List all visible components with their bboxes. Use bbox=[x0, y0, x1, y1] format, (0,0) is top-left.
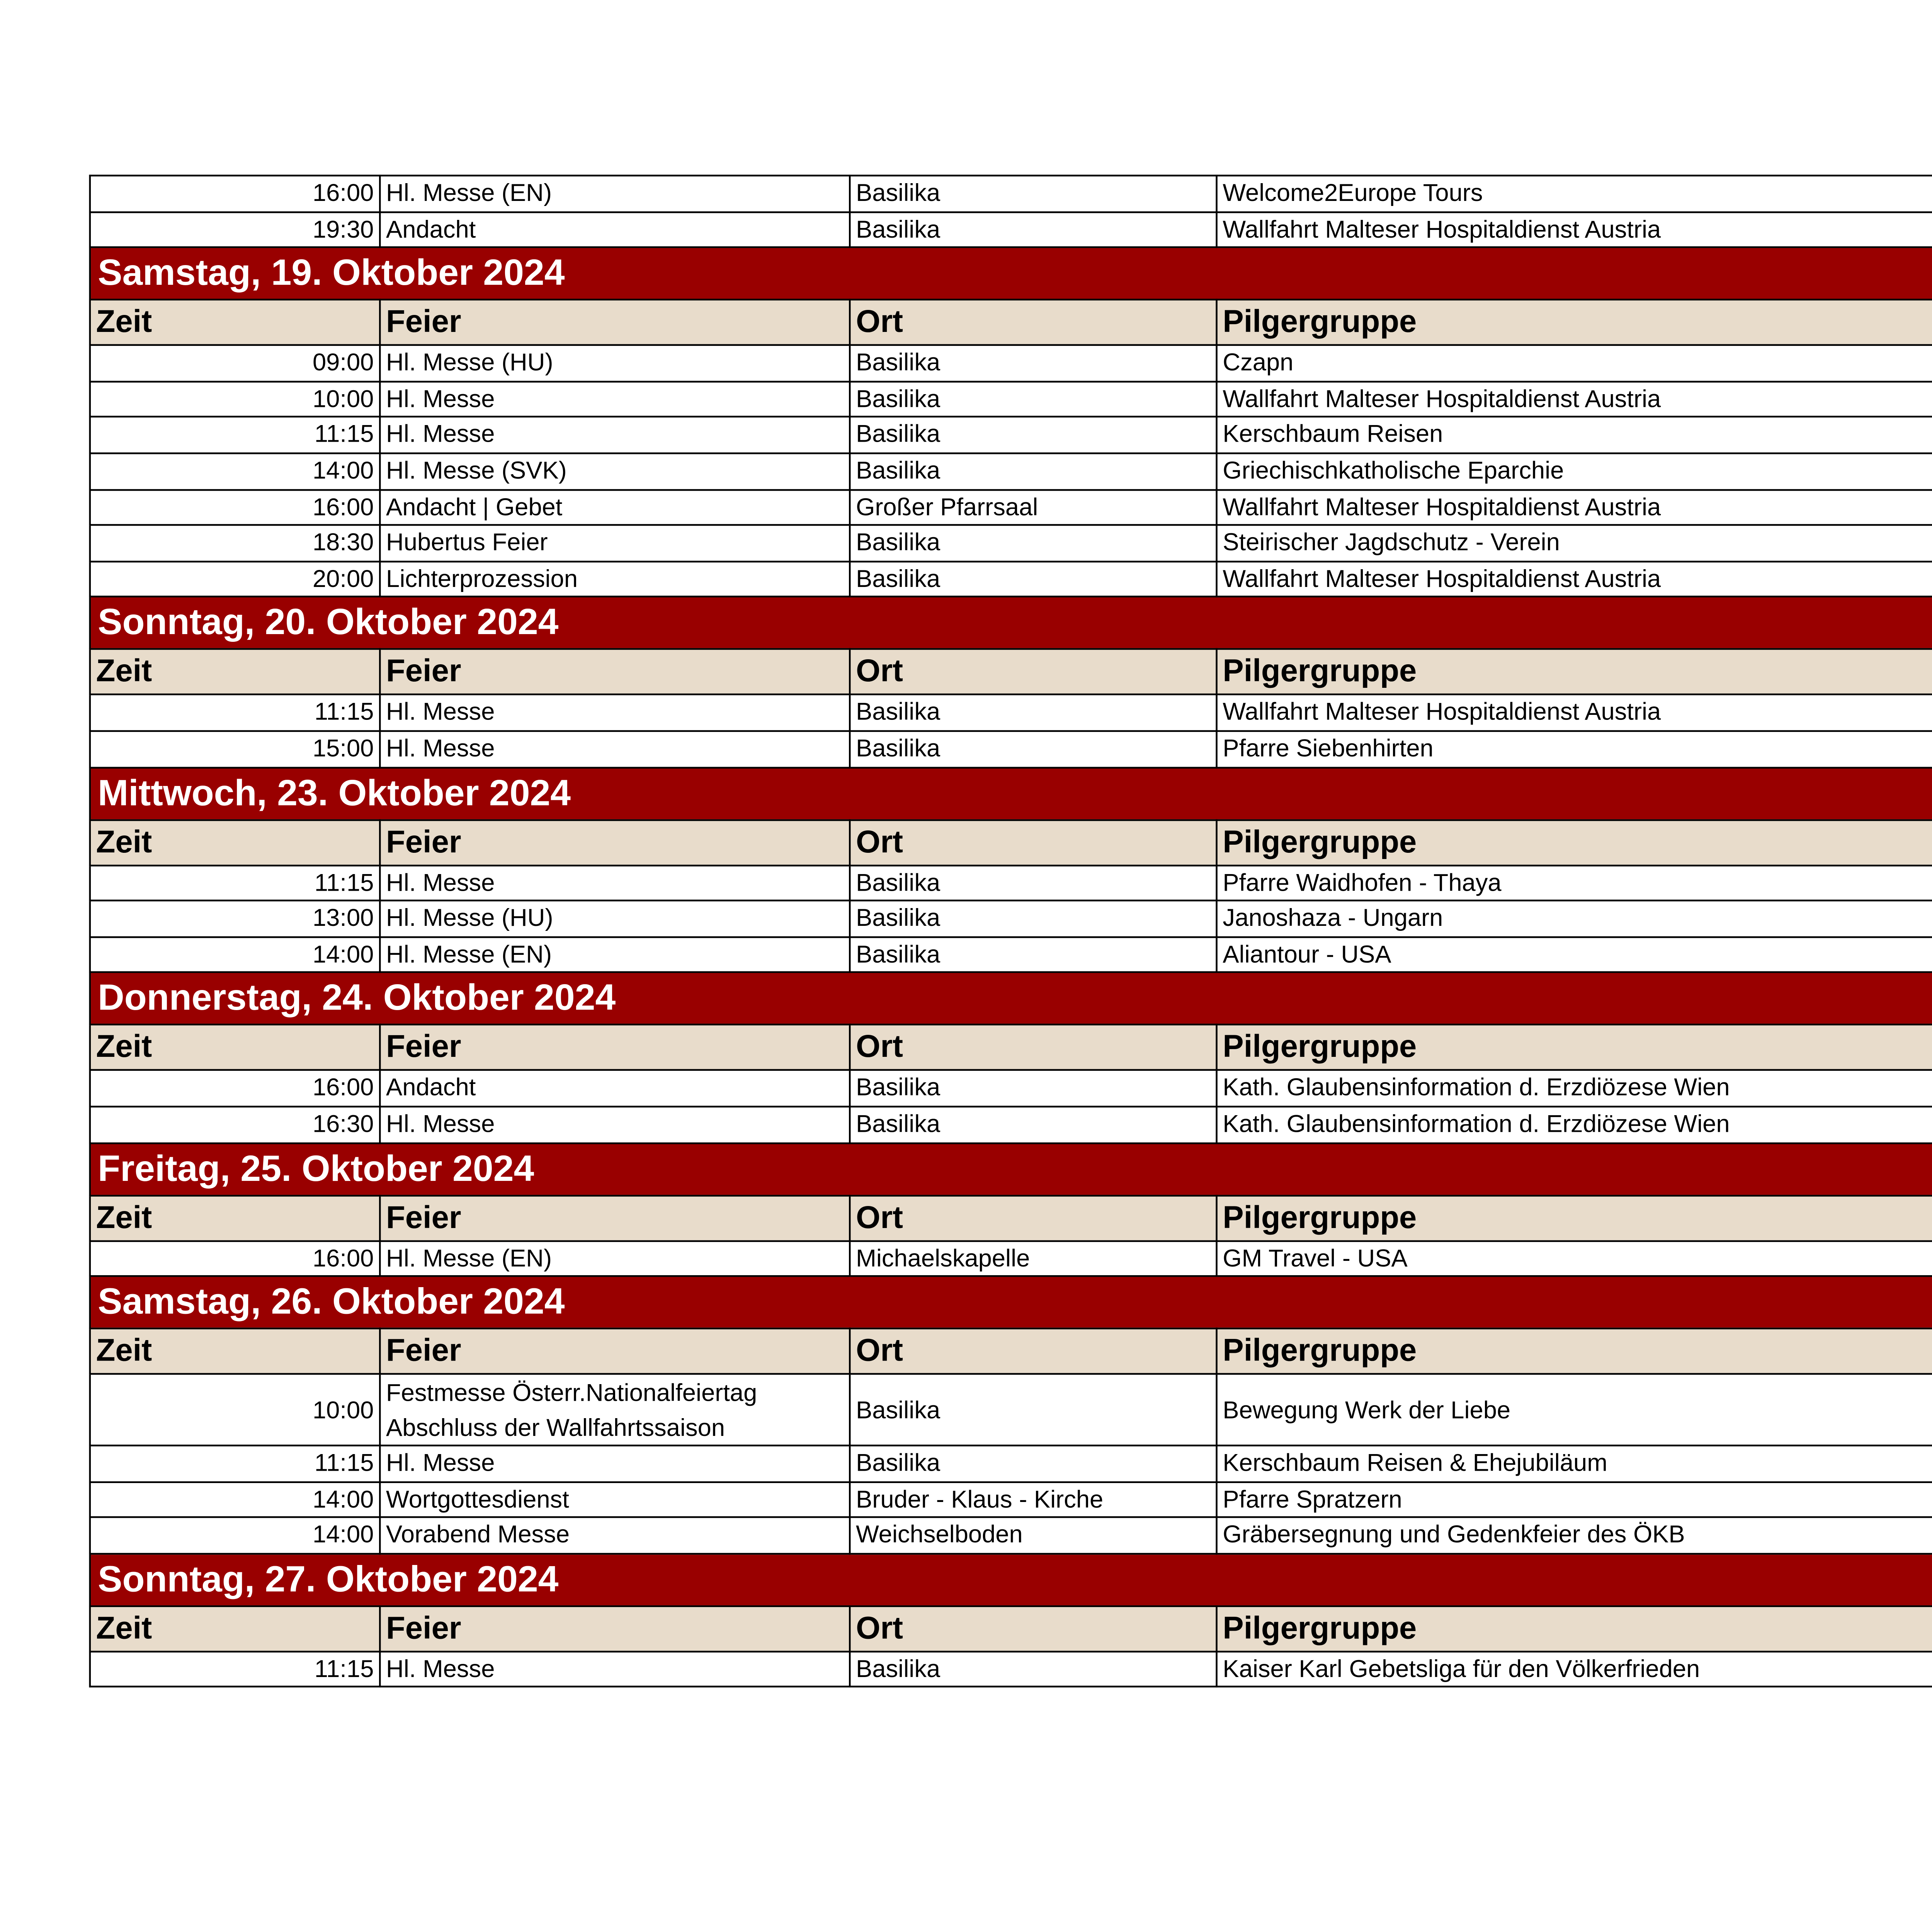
day-header bbox=[90, 1554, 1932, 1606]
time-cell: 11:15 bbox=[90, 865, 380, 901]
column-header-row bbox=[90, 1025, 1932, 1071]
location-cell: Basilika bbox=[850, 1652, 1216, 1687]
celebration-line-1: Festmesse Österr.Nationalfeiertag bbox=[386, 1378, 757, 1407]
table-row bbox=[90, 525, 1932, 561]
location-cell: Basilika bbox=[850, 1106, 1216, 1142]
column-header-row bbox=[90, 300, 1932, 345]
pilgrim-group-cell: Wallfahrt Malteser Hospitaldienst Austria bbox=[1217, 381, 1932, 417]
time-cell: 10:00 bbox=[90, 381, 380, 417]
time-cell: 20:00 bbox=[90, 561, 380, 597]
table-row bbox=[90, 1652, 1932, 1687]
location-cell: Basilika bbox=[850, 417, 1216, 453]
column-header-zeit: Zeit bbox=[90, 1606, 380, 1652]
time-cell: 18:30 bbox=[90, 525, 380, 561]
column-header-feier: Feier bbox=[380, 650, 850, 695]
day-title: Mittwoch, 23. Oktober 2024 bbox=[90, 767, 1932, 820]
day-header bbox=[90, 597, 1932, 650]
time-cell: 11:15 bbox=[90, 1652, 380, 1687]
celebration-cell: Andacht | Gebet bbox=[380, 489, 850, 525]
table-row bbox=[90, 1106, 1932, 1142]
column-header-row bbox=[90, 1606, 1932, 1652]
celebration-cell: Hl. Messe bbox=[380, 1106, 850, 1142]
pilgrim-group-cell: Aliantour - USA bbox=[1217, 937, 1932, 973]
table-row bbox=[90, 1374, 1932, 1446]
table-row bbox=[90, 731, 1932, 767]
celebration-cell: Hl. Messe (HU) bbox=[380, 901, 850, 937]
pilgrim-group-cell: Steirischer Jagdschutz - Verein bbox=[1217, 525, 1932, 561]
celebration-line-2: Abschluss der Wallfahrtssaison bbox=[386, 1413, 725, 1441]
day-title: Donnerstag, 24. Oktober 2024 bbox=[90, 973, 1932, 1025]
pilgrim-group-cell: Wallfahrt Malteser Hospitaldienst Austria bbox=[1217, 489, 1932, 525]
location-cell: Basilika bbox=[850, 345, 1216, 381]
column-header-pilgergruppe: Pilgergruppe bbox=[1217, 1328, 1932, 1374]
time-cell: 16:00 bbox=[90, 1240, 380, 1276]
location-cell: Basilika bbox=[850, 865, 1216, 901]
location-cell: Michaelskapelle bbox=[850, 1240, 1216, 1276]
pilgrim-group-cell: Czapn bbox=[1217, 345, 1932, 381]
column-header-feier: Feier bbox=[380, 300, 850, 345]
celebration-cell: Hubertus Feier bbox=[380, 525, 850, 561]
pilgrim-group-cell: Kerschbaum Reisen bbox=[1217, 417, 1932, 453]
day-title: Sonntag, 20. Oktober 2024 bbox=[90, 597, 1932, 650]
time-cell: 16:00 bbox=[90, 1070, 380, 1106]
celebration-cell: Hl. Messe (EN) bbox=[380, 175, 850, 211]
column-header-zeit: Zeit bbox=[90, 1025, 380, 1071]
celebration-cell: Hl. Messe bbox=[380, 695, 850, 731]
pilgrim-group-cell: Kath. Glaubensinformation d. Erzdiözese Wien bbox=[1217, 1070, 1932, 1106]
column-header-ort: Ort bbox=[850, 1328, 1216, 1374]
column-header-ort: Ort bbox=[850, 1195, 1216, 1240]
column-header-ort: Ort bbox=[850, 1025, 1216, 1071]
table-row bbox=[90, 453, 1932, 489]
time-cell: 10:00 bbox=[90, 1374, 380, 1446]
column-header-ort: Ort bbox=[850, 819, 1216, 865]
table-row bbox=[90, 1070, 1932, 1106]
location-cell: Basilika bbox=[850, 1446, 1216, 1482]
pilgrim-group-cell: Wallfahrt Malteser Hospitaldienst Austria bbox=[1217, 561, 1932, 597]
pilgrim-group-cell: Wallfahrt Malteser Hospitaldienst Austria bbox=[1217, 695, 1932, 731]
time-cell: 09:00 bbox=[90, 345, 380, 381]
pilgrim-group-cell: Pfarre Waidhofen - Thaya bbox=[1217, 865, 1932, 901]
time-cell: 11:15 bbox=[90, 1446, 380, 1482]
table-row bbox=[90, 865, 1932, 901]
day-title: Samstag, 19. Oktober 2024 bbox=[90, 248, 1932, 300]
column-header-pilgergruppe: Pilgergruppe bbox=[1217, 300, 1932, 345]
column-header-zeit: Zeit bbox=[90, 819, 380, 865]
day-header bbox=[90, 1142, 1932, 1195]
day-title: Samstag, 26. Oktober 2024 bbox=[90, 1276, 1932, 1329]
celebration-cell bbox=[380, 1374, 850, 1446]
location-cell: Basilika bbox=[850, 1374, 1216, 1446]
pilgrim-group-cell: Gräbersegnung und Gedenkfeier des ÖKB bbox=[1217, 1517, 1932, 1553]
schedule-table bbox=[89, 175, 1932, 1688]
time-cell: 16:00 bbox=[90, 489, 380, 525]
day-header bbox=[90, 248, 1932, 300]
table-row bbox=[90, 489, 1932, 525]
column-header-ort: Ort bbox=[850, 650, 1216, 695]
table-row bbox=[90, 417, 1932, 453]
location-cell: Basilika bbox=[850, 211, 1216, 247]
pilgrim-group-cell: Pfarre Siebenhirten bbox=[1217, 731, 1932, 767]
time-cell: 14:00 bbox=[90, 937, 380, 973]
celebration-cell: Hl. Messe (HU) bbox=[380, 345, 850, 381]
location-cell: Basilika bbox=[850, 175, 1216, 211]
day-header bbox=[90, 973, 1932, 1025]
celebration-cell: Hl. Messe bbox=[380, 1446, 850, 1482]
table-row bbox=[90, 345, 1932, 381]
pilgrim-group-cell: GM Travel - USA bbox=[1217, 1240, 1932, 1276]
pilgrim-group-cell: Griechischkatholische Eparchie bbox=[1217, 453, 1932, 489]
column-header-row bbox=[90, 650, 1932, 695]
location-cell: Basilika bbox=[850, 695, 1216, 731]
column-header-pilgergruppe: Pilgergruppe bbox=[1217, 1025, 1932, 1071]
pilgrim-group-cell: Janoshaza - Ungarn bbox=[1217, 901, 1932, 937]
column-header-pilgergruppe: Pilgergruppe bbox=[1217, 819, 1932, 865]
column-header-ort: Ort bbox=[850, 300, 1216, 345]
table-row bbox=[90, 1482, 1932, 1517]
table-row bbox=[90, 211, 1932, 247]
time-cell: 19:30 bbox=[90, 211, 380, 247]
time-cell: 14:00 bbox=[90, 1482, 380, 1517]
celebration-cell: Hl. Messe bbox=[380, 1652, 850, 1687]
table-row bbox=[90, 175, 1932, 211]
pilgrim-group-cell: Bewegung Werk der Liebe bbox=[1217, 1374, 1932, 1446]
celebration-cell: Hl. Messe bbox=[380, 417, 850, 453]
day-title: Sonntag, 27. Oktober 2024 bbox=[90, 1554, 1932, 1606]
column-header-row bbox=[90, 1195, 1932, 1240]
column-header-zeit: Zeit bbox=[90, 300, 380, 345]
time-cell: 16:00 bbox=[90, 175, 380, 211]
time-cell: 16:30 bbox=[90, 1106, 380, 1142]
table-row bbox=[90, 695, 1932, 731]
column-header-pilgergruppe: Pilgergruppe bbox=[1217, 650, 1932, 695]
celebration-cell: Hl. Messe bbox=[380, 731, 850, 767]
day-header bbox=[90, 1276, 1932, 1329]
time-cell: 14:00 bbox=[90, 1517, 380, 1553]
column-header-feier: Feier bbox=[380, 1195, 850, 1240]
celebration-cell: Hl. Messe (EN) bbox=[380, 1240, 850, 1276]
celebration-cell: Andacht bbox=[380, 1070, 850, 1106]
column-header-row bbox=[90, 1328, 1932, 1374]
location-cell: Basilika bbox=[850, 525, 1216, 561]
column-header-feier: Feier bbox=[380, 1025, 850, 1071]
location-cell: Basilika bbox=[850, 901, 1216, 937]
location-cell: Basilika bbox=[850, 1070, 1216, 1106]
pilgrim-group-cell: Welcome2Europe Tours bbox=[1217, 175, 1932, 211]
table-row bbox=[90, 381, 1932, 417]
column-header-pilgergruppe: Pilgergruppe bbox=[1217, 1195, 1932, 1240]
location-cell: Großer Pfarrsaal bbox=[850, 489, 1216, 525]
pilgrim-group-cell: Kaiser Karl Gebetsliga für den Völkerfrieden bbox=[1217, 1652, 1932, 1687]
celebration-cell: Andacht bbox=[380, 211, 850, 247]
location-cell: Basilika bbox=[850, 561, 1216, 597]
pilgrim-group-cell: Kath. Glaubensinformation d. Erzdiözese Wien bbox=[1217, 1106, 1932, 1142]
table-row bbox=[90, 1517, 1932, 1553]
table-row bbox=[90, 1446, 1932, 1482]
celebration-cell: Vorabend Messe bbox=[380, 1517, 850, 1553]
table-row bbox=[90, 937, 1932, 973]
table-row bbox=[90, 1240, 1932, 1276]
pilgrim-group-cell: Wallfahrt Malteser Hospitaldienst Austria bbox=[1217, 211, 1932, 247]
time-cell: 14:00 bbox=[90, 453, 380, 489]
column-header-ort: Ort bbox=[850, 1606, 1216, 1652]
celebration-cell: Hl. Messe (EN) bbox=[380, 937, 850, 973]
time-cell: 13:00 bbox=[90, 901, 380, 937]
location-cell: Basilika bbox=[850, 453, 1216, 489]
column-header-zeit: Zeit bbox=[90, 650, 380, 695]
column-header-pilgergruppe: Pilgergruppe bbox=[1217, 1606, 1932, 1652]
pilgrim-group-cell: Pfarre Spratzern bbox=[1217, 1482, 1932, 1517]
celebration-cell: Hl. Messe bbox=[380, 865, 850, 901]
column-header-feier: Feier bbox=[380, 819, 850, 865]
location-cell: Basilika bbox=[850, 937, 1216, 973]
celebration-cell: Lichterprozession bbox=[380, 561, 850, 597]
location-cell: Bruder - Klaus - Kirche bbox=[850, 1482, 1216, 1517]
column-header-feier: Feier bbox=[380, 1328, 850, 1374]
column-header-feier: Feier bbox=[380, 1606, 850, 1652]
celebration-cell: Hl. Messe bbox=[380, 381, 850, 417]
pilgrim-group-cell: Kerschbaum Reisen & Ehejubiläum bbox=[1217, 1446, 1932, 1482]
location-cell: Basilika bbox=[850, 731, 1216, 767]
celebration-cell: Hl. Messe (SVK) bbox=[380, 453, 850, 489]
time-cell: 11:15 bbox=[90, 417, 380, 453]
column-header-row bbox=[90, 819, 1932, 865]
time-cell: 15:00 bbox=[90, 731, 380, 767]
day-header bbox=[90, 767, 1932, 820]
location-cell: Weichselboden bbox=[850, 1517, 1216, 1553]
table-row bbox=[90, 901, 1932, 937]
column-header-zeit: Zeit bbox=[90, 1328, 380, 1374]
time-cell: 11:15 bbox=[90, 695, 380, 731]
day-title: Freitag, 25. Oktober 2024 bbox=[90, 1142, 1932, 1195]
celebration-cell: Wortgottesdienst bbox=[380, 1482, 850, 1517]
location-cell: Basilika bbox=[850, 381, 1216, 417]
table-row bbox=[90, 561, 1932, 597]
column-header-zeit: Zeit bbox=[90, 1195, 380, 1240]
